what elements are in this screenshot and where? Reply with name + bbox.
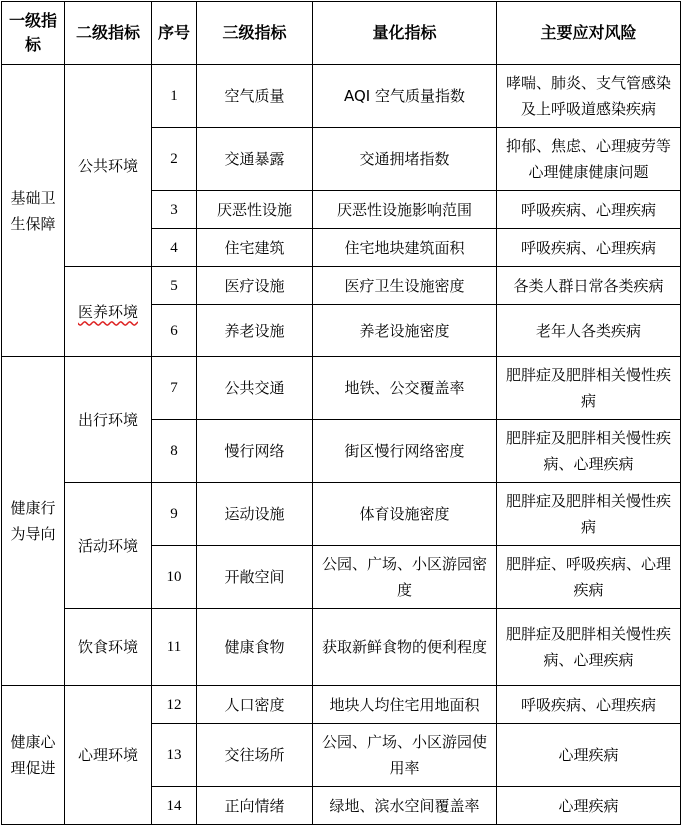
row-no: 7 — [152, 357, 197, 420]
quant-cell: 公园、广场、小区游园密度 — [313, 546, 497, 609]
level3-cell: 健康食物 — [197, 609, 313, 686]
row-no: 10 — [152, 546, 197, 609]
level3-cell: 养老设施 — [197, 305, 313, 357]
risk-cell: 抑郁、焦虑、心理疲劳等心理健康健康问题 — [497, 128, 681, 191]
risk-cell: 肥胖症及肥胖相关慢性疾病 — [497, 483, 681, 546]
quant-cell: 医疗卫生设施密度 — [313, 267, 497, 305]
level3-cell: 医疗设施 — [197, 267, 313, 305]
header-level3: 三级指标 — [197, 2, 313, 65]
risk-cell: 呼吸疾病、心理疾病 — [497, 686, 681, 724]
header-risk: 主要应对风险 — [497, 2, 681, 65]
risk-cell: 肥胖症及肥胖相关慢性疾病、心理疾病 — [497, 609, 681, 686]
risk-cell: 心理疾病 — [497, 724, 681, 787]
row-no: 3 — [152, 191, 197, 229]
risk-cell: 心理疾病 — [497, 787, 681, 825]
row-no: 2 — [152, 128, 197, 191]
level2-cell: 饮食环境 — [65, 609, 152, 686]
header-no: 序号 — [152, 2, 197, 65]
level3-cell: 人口密度 — [197, 686, 313, 724]
header-level2: 二级指标 — [65, 2, 152, 65]
header-level1: 一级指标 — [2, 2, 65, 65]
row-no: 13 — [152, 724, 197, 787]
row-no: 1 — [152, 65, 197, 128]
quant-cell: 绿地、滨水空间覆盖率 — [313, 787, 497, 825]
risk-cell: 哮喘、肺炎、支气管感染及上呼吸道感染疾病 — [497, 65, 681, 128]
table-row — [2, 609, 681, 686]
table-row — [2, 267, 681, 305]
row-no: 12 — [152, 686, 197, 724]
quant-cell: 交通拥堵指数 — [313, 128, 497, 191]
header-quant: 量化指标 — [313, 2, 497, 65]
level3-cell: 住宅建筑 — [197, 229, 313, 267]
level3-cell: 开敞空间 — [197, 546, 313, 609]
level2-cell: 心理环境 — [65, 686, 152, 825]
level3-cell: 正向情绪 — [197, 787, 313, 825]
risk-cell: 各类人群日常各类疾病 — [497, 267, 681, 305]
risk-cell: 肥胖症、呼吸疾病、心理疾病 — [497, 546, 681, 609]
level3-cell: 空气质量 — [197, 65, 313, 128]
quant-cell: 养老设施密度 — [313, 305, 497, 357]
risk-cell: 老年人各类疾病 — [497, 305, 681, 357]
quant-cell: 地块人均住宅用地面积 — [313, 686, 497, 724]
level3-cell: 交往场所 — [197, 724, 313, 787]
row-no: 11 — [152, 609, 197, 686]
quant-cell: 厌恶性设施影响范围 — [313, 191, 497, 229]
table-row — [2, 357, 681, 420]
table-row — [2, 483, 681, 546]
row-no: 6 — [152, 305, 197, 357]
quant-cell: 住宅地块建筑面积 — [313, 229, 497, 267]
row-no: 4 — [152, 229, 197, 267]
indicator-table — [1, 1, 681, 825]
risk-cell: 肥胖症及肥胖相关慢性疾病、心理疾病 — [497, 420, 681, 483]
risk-cell: 肥胖症及肥胖相关慢性疾病 — [497, 357, 681, 420]
header-row — [2, 2, 681, 65]
row-no: 8 — [152, 420, 197, 483]
quant-cell: AQI 空气质量指数 — [313, 65, 497, 128]
level2-cell: 活动环境 — [65, 483, 152, 609]
quant-cell: 地铁、公交覆盖率 — [313, 357, 497, 420]
quant-cell: 公园、广场、小区游园使用率 — [313, 724, 497, 787]
table-row — [2, 65, 681, 128]
level3-cell: 慢行网络 — [197, 420, 313, 483]
level1-cell: 健康心理促进 — [2, 686, 65, 825]
level2-cell: 医养环境 — [65, 267, 152, 357]
level2-cell: 出行环境 — [65, 357, 152, 483]
row-no: 14 — [152, 787, 197, 825]
level1-cell: 基础卫生保障 — [2, 65, 65, 357]
level3-cell: 运动设施 — [197, 483, 313, 546]
level2-cell: 公共环境 — [65, 65, 152, 267]
table-row — [2, 686, 681, 724]
level1-cell: 健康行为导向 — [2, 357, 65, 686]
risk-cell: 呼吸疾病、心理疾病 — [497, 229, 681, 267]
level3-cell: 公共交通 — [197, 357, 313, 420]
level3-cell: 厌恶性设施 — [197, 191, 313, 229]
row-no: 9 — [152, 483, 197, 546]
risk-cell: 呼吸疾病、心理疾病 — [497, 191, 681, 229]
quant-cell: 街区慢行网络密度 — [313, 420, 497, 483]
level3-cell: 交通暴露 — [197, 128, 313, 191]
quant-cell: 体育设施密度 — [313, 483, 497, 546]
quant-cell: 获取新鲜食物的便利程度 — [313, 609, 497, 686]
row-no: 5 — [152, 267, 197, 305]
